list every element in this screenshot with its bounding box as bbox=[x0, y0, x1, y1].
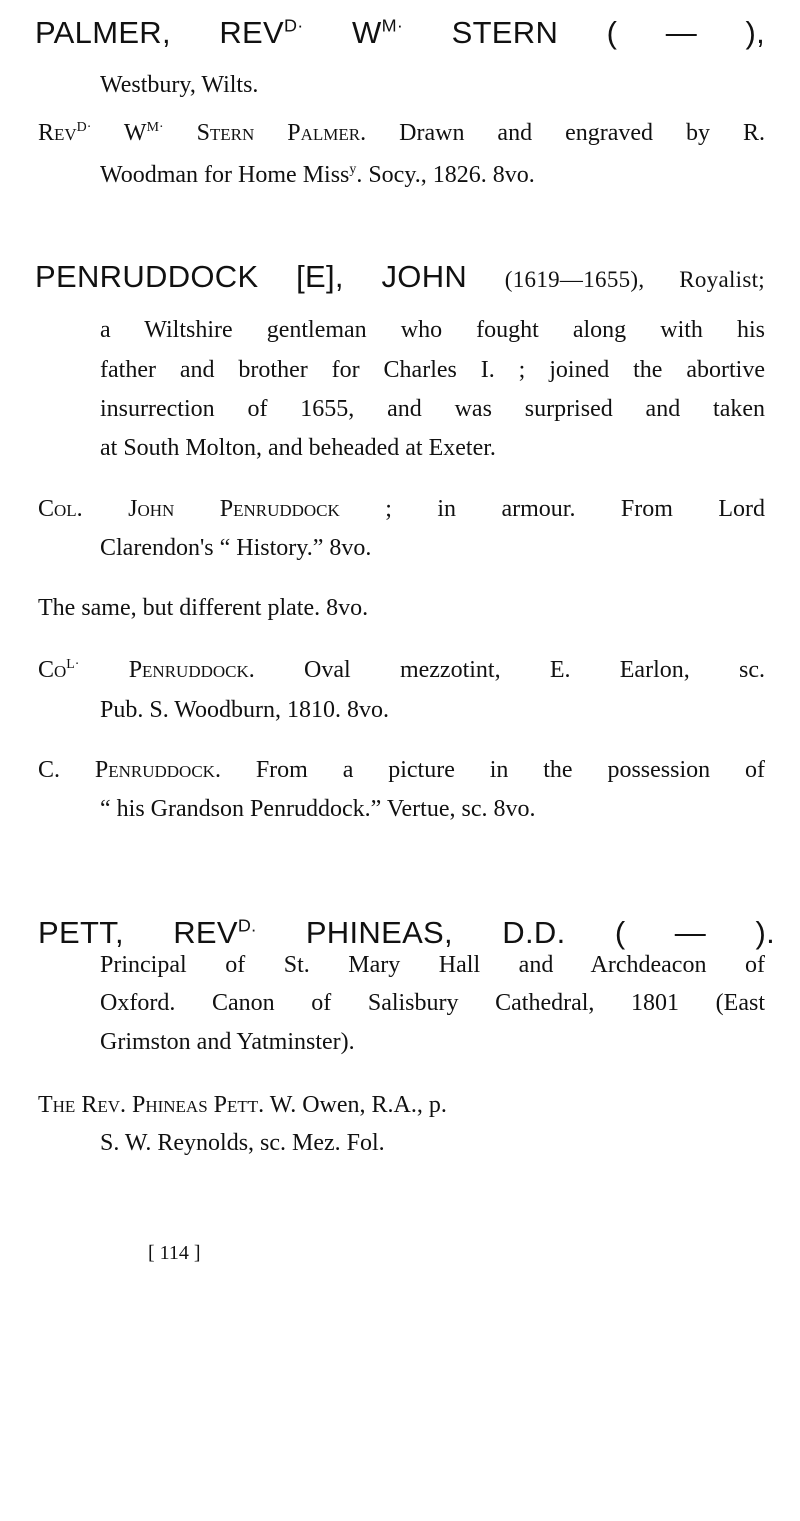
text-line bbox=[100, 988, 765, 1018]
small-caps-text: Co bbox=[38, 657, 67, 683]
text-segment: PENRUDDOCK [E], JOHN bbox=[35, 259, 505, 294]
text-line bbox=[100, 394, 765, 424]
text-line bbox=[38, 755, 765, 785]
text-segment: (1619—1655), Royalist; bbox=[504, 267, 765, 292]
text-segment: Oxford. Canon of Salisbury Cathedral, 1801 (East bbox=[100, 990, 765, 1016]
text-segment: Woodman for Home Miss bbox=[100, 162, 350, 188]
superscript: D· bbox=[284, 15, 304, 36]
text-segment: W. Owen, R.A., p. bbox=[264, 1092, 447, 1118]
text-segment: PALMER, REV bbox=[35, 15, 284, 50]
entry-heading bbox=[35, 14, 765, 52]
text-line bbox=[100, 1128, 385, 1158]
entry-heading bbox=[38, 914, 775, 952]
entry-heading bbox=[35, 258, 765, 299]
text-segment: From a picture in the possession of bbox=[220, 757, 765, 783]
text-line bbox=[100, 433, 496, 463]
text-segment: W bbox=[91, 120, 147, 146]
text-segment: in armour. From Lord bbox=[391, 496, 766, 522]
text-segment: PHINEAS, D.D. ( — ). bbox=[256, 915, 775, 950]
text-segment: Westbury, Wilts. bbox=[100, 72, 259, 98]
superscript: M· bbox=[146, 119, 164, 135]
text-segment: “ his Grandson Penruddock.” Vertue, sc. 8vo. bbox=[100, 796, 536, 822]
text-segment: Drawn and engraved by R. bbox=[366, 120, 765, 146]
text-line bbox=[100, 695, 389, 725]
text-segment: S. W. Reynolds, sc. Mez. Fol. bbox=[100, 1130, 385, 1156]
text-line bbox=[100, 355, 765, 385]
text-segment: . Socy., 1826. 8vo. bbox=[356, 162, 535, 188]
text-segment: Pub. S. Woodburn, 1810. 8vo. bbox=[100, 697, 389, 723]
superscript: D. bbox=[237, 915, 257, 936]
text-segment: PETT, REV bbox=[38, 915, 238, 950]
text-segment: STERN ( — ), bbox=[403, 15, 765, 50]
text-segment: W bbox=[303, 15, 382, 50]
text-line bbox=[100, 1027, 355, 1057]
text-segment: Oval mezzotint, E. Earlon, sc. bbox=[254, 657, 766, 683]
small-caps-text: Stern Palmer. bbox=[163, 120, 367, 146]
page-number: [ 114 ] bbox=[148, 1242, 201, 1264]
superscript: M· bbox=[381, 15, 404, 36]
text-line bbox=[100, 70, 258, 100]
small-caps-text: Col. John Penruddock ; bbox=[38, 496, 392, 522]
text-segment: a Wiltshire gentleman who fought along with his bbox=[100, 317, 765, 343]
text-segment: at South Molton, and beheaded at Exeter. bbox=[100, 435, 496, 461]
small-caps-text: C. Penruddock. bbox=[38, 757, 221, 783]
small-caps-text: Rev bbox=[38, 120, 77, 146]
superscript: y bbox=[349, 161, 357, 177]
text-line bbox=[38, 118, 765, 148]
superscript: L· bbox=[66, 656, 80, 672]
text-line bbox=[100, 315, 765, 345]
text-line bbox=[100, 950, 765, 980]
text-line bbox=[100, 533, 371, 563]
text-segment: The same, but different plate. 8vo. bbox=[38, 595, 369, 621]
text-segment: Grimston and Yatminster). bbox=[100, 1029, 355, 1055]
text-line bbox=[38, 593, 368, 623]
text-line bbox=[38, 1090, 447, 1120]
superscript: D· bbox=[76, 119, 92, 135]
text-line bbox=[100, 794, 535, 824]
small-caps-text: The Rev. Phineas Pett. bbox=[38, 1092, 265, 1118]
text-segment: Principal of St. Mary Hall and Archdeacon of bbox=[100, 952, 765, 978]
text-segment: father and brother for Charles I. ; joined the abortive bbox=[100, 357, 765, 383]
small-caps-text: Penruddock. bbox=[79, 657, 255, 683]
text-segment: Clarendon's “ History.” 8vo. bbox=[100, 535, 372, 561]
text-line bbox=[100, 160, 535, 190]
text-line bbox=[38, 494, 765, 524]
text-segment: insurrection of 1655, and was surprised and taken bbox=[100, 396, 765, 422]
text-line bbox=[38, 655, 765, 685]
